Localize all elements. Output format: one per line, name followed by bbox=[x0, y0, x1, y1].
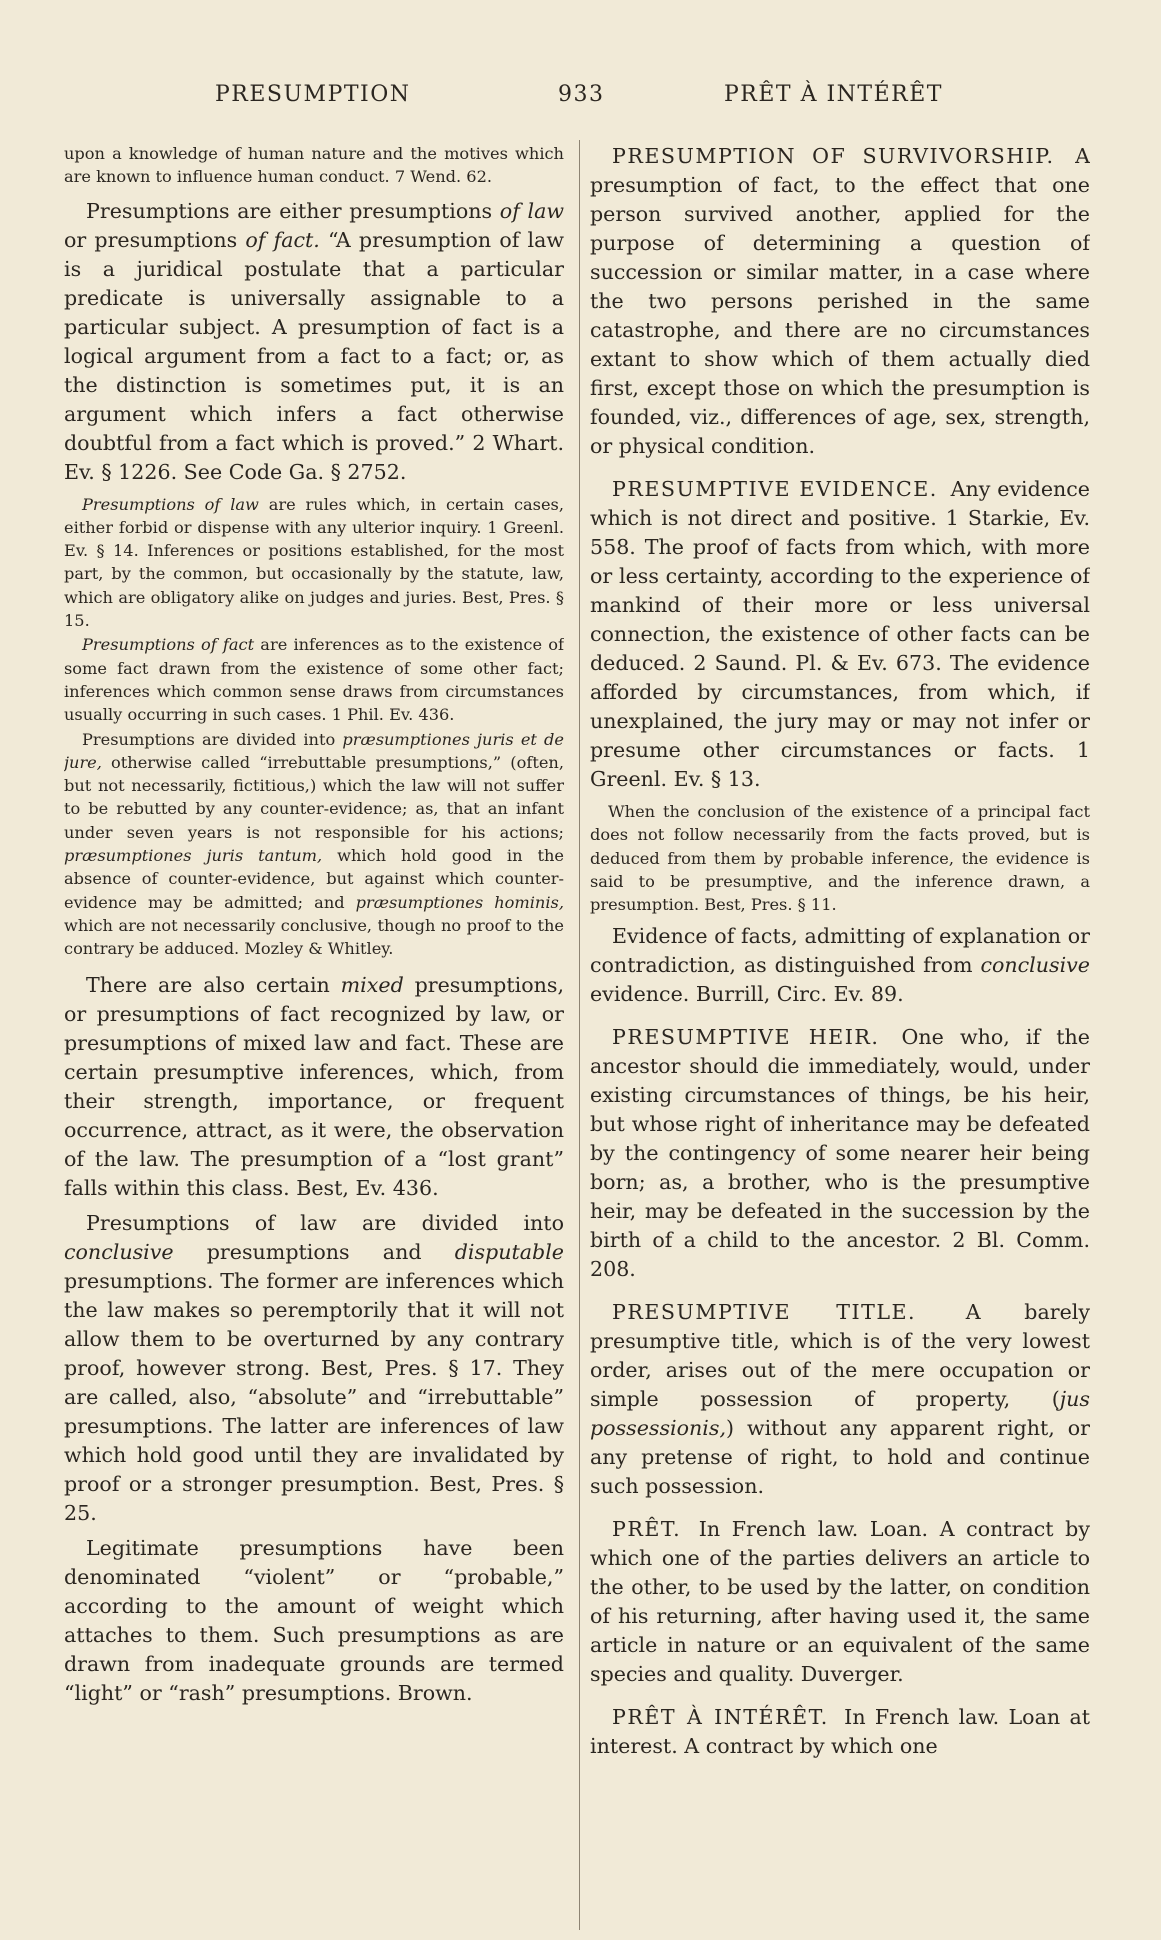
italic-term: conclusive bbox=[64, 1239, 174, 1264]
entry-definition: One who, if the ancestor should die immediately, would, under existing circumstances of things, be his heir, but whose right of inheritance may be defeated by the contingency of some nearer heir being born; as, a brother, who is the presumptive heir, may be defeated in the succession by the birth of a child to the ancestor. 2 Bl. Comm. 208. bbox=[590, 1025, 1090, 1282]
header-left-guide-word: PRESUMPTION bbox=[215, 82, 411, 107]
entry-paragraph bbox=[590, 1515, 1090, 1689]
paragraph-legitimate-presumptions: Legitimate presumptions have been denominated “violent” or “probable,” according to the amount of weight which attaches to them. Such presumptions as are drawn from inadequate grounds are termed “light” or “rash” presumptions. Brown. bbox=[64, 1535, 564, 1705]
text-run: or presumptions bbox=[64, 227, 246, 252]
note-presumptions-of-law bbox=[64, 493, 564, 633]
italic-term: of law bbox=[499, 198, 564, 223]
italic-term: præsumptiones juris tantum, bbox=[64, 846, 323, 866]
note-presumptions-of-fact bbox=[64, 633, 564, 726]
continued-paragraph: upon a knowledge of human nature and the motives which are known to influence human conduct. 7 Wend. 62. bbox=[64, 144, 564, 187]
italic-term: conclusive bbox=[980, 953, 1090, 978]
text-run: presumptions. The former are inferences which the law makes so peremptorily that it will not allow them to be overturned by any contrary proof, however strong. Best, Pres. § 17. They are called, also, “absolute” and “irrebuttable” presumptions. The latter are inferences of law which hold good until they are invalidated by proof or a stronger presumption. Best, Pres. § 25. bbox=[64, 1268, 564, 1525]
entry-note: When the conclusion of the existence of a principal fact does not follow necessarily from the facts proved, but is deduced from them by probable inference, the evidence is said to be presumptive, and the inference drawn, a presumption. Best, Pres. § 11. bbox=[590, 802, 1090, 915]
italic-term: mixed bbox=[340, 972, 404, 997]
entry-headword: PRÊT À INTÉRÊT. bbox=[612, 1705, 829, 1730]
left-column bbox=[64, 142, 564, 1842]
header-right-guide-word: PRÊT À INTÉRÊT bbox=[724, 82, 943, 107]
paragraph-conclusive-disputable bbox=[64, 1209, 564, 1528]
text-run: presumptions, or presumptions of fact recognized by law, or presumptions of mixed law and fact. These are certain presumptive inferences, which, from their strength, importance, or frequent occurrence, attract, as it were, the observation of the law. The presumption of a “lost grant” falls within this class. Best, Ev. 436. bbox=[64, 972, 564, 1200]
entry-headword: PRESUMPTIVE EVIDENCE. bbox=[612, 477, 938, 501]
text-run: are inferences as to the existence of some fact drawn from the existence of some other fact; inferences which common sense draws from circumstances usually occurring in such cases. 1 Phil. Ev. 436. bbox=[64, 635, 564, 725]
entry-paragraph bbox=[590, 1023, 1090, 1284]
entry-pret-a-interet bbox=[590, 1703, 1090, 1761]
entry-definition: A presumption of fact, to the effect that one person survived another, applied for the purpose of determining a question of succession or similar matter, in a case where the two persons perished in the same catastrophe, and there are no circumstances extant to show which of them actually died first, except those on which the presumption is founded, viz., differences of age, sex, strength, or physical condition. bbox=[590, 144, 1090, 458]
paragraph-law-and-fact bbox=[64, 197, 564, 487]
entry-paragraph bbox=[590, 142, 1090, 461]
note-praesumptiones bbox=[64, 728, 564, 961]
entry-presumptive-title bbox=[590, 1298, 1090, 1501]
entry-presumptive-heir bbox=[590, 1023, 1090, 1284]
running-header bbox=[0, 82, 1161, 122]
italic-term: jus possessionis, bbox=[590, 1387, 1090, 1441]
entry-paragraph bbox=[590, 1703, 1090, 1761]
entry-presumptive-evidence bbox=[590, 475, 1090, 1009]
paragraph-mixed-presumptions bbox=[64, 971, 564, 1203]
entry-definition: Any evidence which is not direct and positive. 1 Starkie, Ev. 558. The proof of facts from which, with more or less certainty, according to the experience of mankind of their more or less universal connection, the existence of other facts can be deduced. 2 Saund. Pl. & Ev. 673. The evidence afforded by circumstances, from which, if unexplained, the jury may or may not infer or presume other circumstances or facts. 1 Greenl. Ev. § 13. bbox=[590, 477, 1090, 791]
italic-term: præsumptiones juris et de jure, bbox=[64, 729, 564, 772]
text-run: evidence. Burrill, Circ. Ev. 89. bbox=[590, 982, 904, 1007]
text-run: are rules which, in certain cases, either forbid or dispense with any ulterior inquiry. 1 Greenl. Ev. § 14. Inferences or positions established, for the most part, by the common, but occasionally by the statute, law, which are obligatory alike on judges and juries. Best, Pres. § 15. bbox=[64, 494, 564, 631]
text-run: Presumptions of law are divided into bbox=[86, 1210, 564, 1235]
text-run: There are also certain bbox=[86, 972, 341, 997]
text-run: A barely presumptive title, which is of the very lowest order, arises out of the mere occupation or simple possession of property, ( bbox=[590, 1300, 1090, 1412]
right-column bbox=[590, 142, 1090, 1872]
entry-paragraph-2 bbox=[590, 922, 1090, 1009]
text-run: ) without any apparent right, or any pretense of right, to hold and continue such possession. bbox=[590, 1416, 1090, 1499]
entry-headword: PRÊT. bbox=[612, 1517, 682, 1542]
italic-term: Presumptions of fact bbox=[82, 635, 255, 655]
text-run: Presumptions are either presumptions bbox=[86, 198, 500, 223]
italic-term: Presumptions of law bbox=[82, 494, 259, 514]
entry-headword: PRESUMPTION OF SURVIVORSHIP. bbox=[612, 144, 1055, 168]
entry-headword: PRESUMPTIVE HEIR. bbox=[612, 1025, 880, 1050]
italic-term: disputable bbox=[454, 1239, 564, 1264]
column-divider bbox=[579, 140, 580, 1930]
italic-term: of fact. bbox=[245, 227, 320, 252]
entry-pret bbox=[590, 1515, 1090, 1689]
entry-headword: PRESUMPTIVE TITLE. bbox=[612, 1300, 917, 1325]
entry-definition: In French law. Loan at interest. A contract by which one bbox=[590, 1705, 1090, 1759]
entry-paragraph bbox=[590, 1298, 1090, 1501]
entry-paragraph bbox=[590, 475, 1090, 794]
text-run: “A presumption of law is a juridical postulate that a particular predicate is universally assignable to a particular subject. A presumption of fact is a logical argument from a fact to a fact; or, as the distinction is sometimes put, it is an argument which infers a fact otherwise doubtful from a fact which is proved.” 2 Whart. Ev. § 1226. See Code Ga. § 2752. bbox=[64, 227, 564, 484]
text-run: otherwise called “irrebuttable presumptions,” (often, but not necessarily, fictitious,) which the law will not suffer to be rebutted by any counter-evidence; as, that an infant under seven years is not responsible for his actions; bbox=[64, 752, 564, 842]
text-run: which are not necessarily conclusive, though no proof to the contrary be adduced. Mozley & Whitley. bbox=[64, 915, 564, 959]
entry-presumption-of-survivorship bbox=[590, 142, 1090, 461]
entry-definition: In French law. Loan. A contract by which one of the parties delivers an article to the other, to be used by the latter, on condition of his returning, after having used it, the same article in nature or an equivalent of the same species and quality. Duverger. bbox=[590, 1517, 1090, 1687]
italic-term: præsumptiones hominis, bbox=[355, 892, 564, 912]
text-run: presumptions and bbox=[173, 1239, 455, 1264]
text-run: Evidence of facts, admitting of explanation or contradiction, as distinguished from bbox=[590, 924, 1090, 978]
text-run: Presumptions are divided into bbox=[82, 729, 343, 749]
page-number: 933 bbox=[558, 82, 605, 107]
text-run: which hold good in the absence of counter-evidence, but against which counter-evidence may be admitted; and bbox=[64, 846, 564, 912]
